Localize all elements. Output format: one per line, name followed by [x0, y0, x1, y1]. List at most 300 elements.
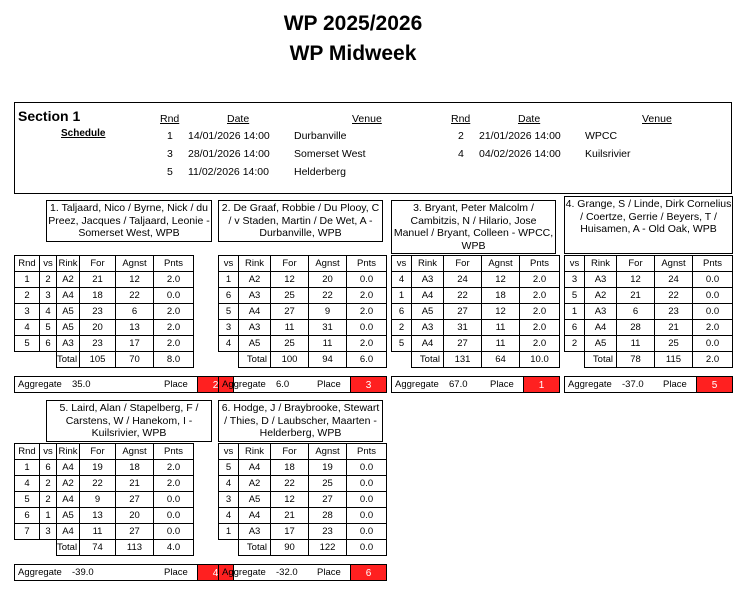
- table-cell: 27: [444, 336, 482, 352]
- table-cell: 11: [617, 336, 655, 352]
- schedule-rnd: 5: [167, 166, 173, 178]
- table-cell: 6: [40, 336, 57, 352]
- agnst-header: Agnst: [116, 444, 154, 460]
- table-cell: 11: [482, 336, 520, 352]
- blank-cell: [15, 540, 40, 556]
- table-cell: 19: [309, 460, 347, 476]
- total-cell: 2.0: [693, 352, 733, 368]
- team-name: 5. Laird, Alan / Stapelberg, F / Carstens, W / Hanekom, I - Kuilsrivier, WPB: [46, 400, 212, 442]
- table-cell: A3: [239, 320, 271, 336]
- total-cell: 64: [482, 352, 520, 368]
- table-cell: 2.0: [520, 288, 560, 304]
- table-row: [219, 320, 387, 336]
- table-cell: A4: [585, 320, 617, 336]
- table-cell: 12: [271, 272, 309, 288]
- total-cell: 74: [80, 540, 116, 556]
- table-cell: 25: [309, 476, 347, 492]
- table-row: [392, 336, 560, 352]
- pnts-header: Pnts: [347, 444, 387, 460]
- place-label: Place: [663, 379, 687, 390]
- table-cell: 3: [40, 524, 57, 540]
- results-table: [218, 255, 387, 368]
- table-cell: 22: [271, 476, 309, 492]
- schedule-rnd: 3: [167, 148, 173, 160]
- place-value: 4: [197, 564, 234, 581]
- table-cell: 2: [40, 476, 57, 492]
- for-header: For: [80, 444, 116, 460]
- pnts-header: Pnts: [347, 256, 387, 272]
- table-cell: A4: [57, 492, 80, 508]
- aggregate-row: [391, 376, 559, 393]
- table-cell: 1: [15, 272, 40, 288]
- aggregate-label: Aggregate: [18, 379, 62, 390]
- rnd-header-left: Rnd: [160, 113, 180, 125]
- table-cell: 3: [565, 272, 585, 288]
- schedule-date: 14/01/2026 14:00: [188, 130, 270, 142]
- for-header: For: [80, 256, 116, 272]
- schedule-venue: WPCC: [585, 130, 618, 142]
- team-name: 1. Taljaard, Nico / Byrne, Nick / du Preez, Jacques / Taljaard, Leonie - Somerset West, WPB: [46, 200, 212, 242]
- table-cell: 13: [116, 320, 154, 336]
- aggregate-label: Aggregate: [395, 379, 439, 390]
- table-cell: 27: [309, 492, 347, 508]
- table-row: [392, 272, 560, 288]
- table-row: [565, 320, 733, 336]
- rnd-header-right: Rnd: [451, 113, 471, 125]
- total-label: Total: [239, 540, 271, 556]
- table-cell: 1: [219, 272, 239, 288]
- table-cell: 18: [116, 460, 154, 476]
- table-cell: A4: [239, 508, 271, 524]
- table-cell: 31: [309, 320, 347, 336]
- vs-header: vs: [219, 256, 239, 272]
- total-label: Total: [585, 352, 617, 368]
- table-row: [15, 336, 234, 352]
- table-cell: 17: [116, 336, 154, 352]
- table-cell: 2.0: [154, 320, 194, 336]
- results-table: [14, 443, 234, 556]
- table-cell: 5: [219, 304, 239, 320]
- rink-header: Rink: [585, 256, 617, 272]
- table-cell: 2: [565, 336, 585, 352]
- table-cell: 0.0: [154, 524, 194, 540]
- table-row: [219, 288, 387, 304]
- total-row: [219, 540, 387, 556]
- table-cell: 5: [392, 336, 412, 352]
- schedule-date: 21/01/2026 14:00: [479, 130, 561, 142]
- table-cell: 0.0: [693, 272, 733, 288]
- table-cell: A4: [57, 524, 80, 540]
- for-header: For: [617, 256, 655, 272]
- schedule-venue: Helderberg: [294, 166, 346, 178]
- pnts-header: Pnts: [693, 256, 733, 272]
- table-cell: 23: [80, 304, 116, 320]
- place-label: Place: [490, 379, 514, 390]
- table-cell: A5: [585, 336, 617, 352]
- table-cell: 12: [482, 272, 520, 288]
- agnst-header: Agnst: [309, 444, 347, 460]
- table-cell: 11: [80, 524, 116, 540]
- table-cell: 23: [80, 336, 116, 352]
- schedule-date: 28/01/2026 14:00: [188, 148, 270, 160]
- place-value: 6: [350, 564, 387, 581]
- table-cell: 21: [655, 320, 693, 336]
- table-row: [392, 320, 560, 336]
- total-row: [565, 352, 733, 368]
- table-cell: 24: [655, 272, 693, 288]
- team-name: 4. Grange, S / Linde, Dirk Cornelius / Coertze, Gerrie / Beyers, T / Huisamen, A - Old Oak, WPB: [564, 196, 733, 254]
- table-row: [15, 320, 234, 336]
- table-cell: 11: [482, 320, 520, 336]
- table-cell: 0.0: [154, 508, 194, 524]
- agnst-header: Agnst: [655, 256, 693, 272]
- table-cell: 6: [219, 288, 239, 304]
- table-cell: 2.0: [347, 304, 387, 320]
- place-label: Place: [317, 379, 341, 390]
- aggregate-label: Aggregate: [222, 379, 266, 390]
- table-cell: 0.0: [154, 492, 194, 508]
- place-label: Place: [164, 379, 188, 390]
- aggregate-value: -32.0: [276, 567, 298, 578]
- table-cell: 18: [271, 460, 309, 476]
- table-cell: 11: [271, 320, 309, 336]
- table-cell: 20: [309, 272, 347, 288]
- table-cell: 2: [392, 320, 412, 336]
- table-cell: 0.0: [347, 476, 387, 492]
- total-cell: 90: [271, 540, 309, 556]
- table-cell: A2: [239, 272, 271, 288]
- table-cell: 23: [655, 304, 693, 320]
- table-cell: 2.0: [154, 336, 194, 352]
- table-cell: 1: [15, 460, 40, 476]
- table-row: [219, 336, 387, 352]
- table-row: [219, 460, 387, 476]
- table-row: [15, 508, 234, 524]
- table-cell: 25: [271, 336, 309, 352]
- pnts-header: Pnts: [154, 444, 194, 460]
- total-cell: 115: [655, 352, 693, 368]
- aggregate-value: -37.0: [622, 379, 644, 390]
- results-table: [14, 255, 234, 368]
- team-name: 2. De Graaf, Robbie / Du Plooy, C / v Staden, Martin / De Wet, A - Durbanville, WPB: [218, 200, 383, 242]
- table-cell: 22: [80, 476, 116, 492]
- rink-header: Rink: [412, 256, 444, 272]
- table-cell: A3: [585, 272, 617, 288]
- table-cell: A4: [239, 460, 271, 476]
- table-cell: 27: [444, 304, 482, 320]
- table-cell: 27: [116, 492, 154, 508]
- table-cell: A3: [412, 320, 444, 336]
- table-cell: 17: [271, 524, 309, 540]
- blank-cell: [15, 352, 40, 368]
- total-row: [392, 352, 560, 368]
- table-cell: 3: [15, 304, 40, 320]
- table-cell: 0.0: [347, 524, 387, 540]
- table-cell: A5: [57, 304, 80, 320]
- table-cell: 4: [392, 272, 412, 288]
- total-cell: 113: [116, 540, 154, 556]
- total-cell: 78: [617, 352, 655, 368]
- table-cell: 7: [15, 524, 40, 540]
- team-name: 3. Bryant, Peter Malcolm / Cambitzis, N / Hilario, Jose Manuel / Bryant, Colleen - WPCC, WPB: [391, 200, 556, 254]
- place-label: Place: [164, 567, 188, 578]
- table-cell: 1: [392, 288, 412, 304]
- total-label: Total: [412, 352, 444, 368]
- table-cell: 12: [482, 304, 520, 320]
- venue-header-right: Venue: [642, 113, 672, 125]
- blank-cell: [40, 352, 57, 368]
- schedule-venue: Durbanville: [294, 130, 347, 142]
- total-row: [219, 352, 387, 368]
- aggregate-row: [564, 376, 732, 393]
- table-cell: 0.0: [693, 304, 733, 320]
- agnst-header: Agnst: [482, 256, 520, 272]
- table-cell: 2.0: [347, 288, 387, 304]
- table-row: [15, 492, 234, 508]
- table-row: [15, 304, 234, 320]
- table-cell: 2.0: [693, 320, 733, 336]
- table-cell: 1: [219, 524, 239, 540]
- aggregate-value: 67.0: [449, 379, 468, 390]
- table-cell: A2: [585, 288, 617, 304]
- blank-cell: [219, 540, 239, 556]
- table-header-row: [219, 444, 387, 460]
- table-row: [219, 508, 387, 524]
- team-name: 6. Hodge, J / Braybrooke, Stewart / Thies, D / Laubscher, Maarten - Helderberg, WPB: [218, 400, 383, 442]
- schedule-label: Schedule: [61, 128, 106, 139]
- table-cell: A5: [239, 492, 271, 508]
- table-header-row: [392, 256, 560, 272]
- total-cell: 105: [80, 352, 116, 368]
- table-row: [15, 524, 234, 540]
- table-cell: A4: [57, 460, 80, 476]
- table-cell: 12: [617, 272, 655, 288]
- table-cell: 24: [444, 272, 482, 288]
- table-cell: A5: [57, 320, 80, 336]
- schedule-box: [14, 102, 732, 194]
- total-row: [15, 540, 234, 556]
- table-cell: 5: [40, 320, 57, 336]
- table-cell: 4: [15, 320, 40, 336]
- table-row: [219, 492, 387, 508]
- table-cell: A5: [239, 336, 271, 352]
- table-cell: 9: [309, 304, 347, 320]
- table-cell: 4: [219, 336, 239, 352]
- date-header-right: Date: [518, 113, 541, 125]
- place-label: Place: [317, 567, 341, 578]
- aggregate-label: Aggregate: [222, 567, 266, 578]
- table-cell: 6: [392, 304, 412, 320]
- schedule-venue: Somerset West: [294, 148, 366, 160]
- table-cell: 27: [271, 304, 309, 320]
- table-cell: A3: [412, 272, 444, 288]
- total-label: Total: [239, 352, 271, 368]
- table-row: [565, 304, 733, 320]
- table-cell: 3: [219, 320, 239, 336]
- table-cell: A2: [57, 476, 80, 492]
- results-table: [218, 443, 387, 556]
- table-cell: 20: [80, 320, 116, 336]
- rink-header: Rink: [239, 256, 271, 272]
- table-cell: 1: [40, 508, 57, 524]
- vs-header: vs: [219, 444, 239, 460]
- table-cell: A3: [57, 336, 80, 352]
- total-cell: 122: [309, 540, 347, 556]
- table-row: [565, 272, 733, 288]
- table-cell: 22: [444, 288, 482, 304]
- place-value: 3: [350, 376, 387, 393]
- pnts-header: Pnts: [154, 256, 194, 272]
- table-cell: 28: [617, 320, 655, 336]
- aggregate-row: [218, 564, 386, 581]
- table-cell: A5: [57, 508, 80, 524]
- table-cell: 21: [271, 508, 309, 524]
- table-cell: 4: [40, 304, 57, 320]
- schedule-rnd: 4: [458, 148, 464, 160]
- table-cell: 6: [40, 460, 57, 476]
- table-header-row: [565, 256, 733, 272]
- aggregate-row: [14, 376, 233, 393]
- for-header: For: [271, 256, 309, 272]
- schedule-date: 04/02/2026 14:00: [479, 148, 561, 160]
- total-label: Total: [57, 352, 80, 368]
- table-cell: 2: [40, 492, 57, 508]
- aggregate-label: Aggregate: [568, 379, 612, 390]
- table-header-row: [15, 256, 234, 272]
- table-cell: 31: [444, 320, 482, 336]
- table-cell: 2.0: [520, 304, 560, 320]
- table-header-row: [15, 444, 234, 460]
- table-cell: 2.0: [520, 336, 560, 352]
- table-cell: A2: [239, 476, 271, 492]
- table-cell: 2.0: [347, 336, 387, 352]
- schedule-venue: Kuilsrivier: [585, 148, 631, 160]
- total-cell: 8.0: [154, 352, 194, 368]
- aggregate-value: 35.0: [72, 379, 91, 390]
- table-row: [15, 460, 234, 476]
- table-cell: 5: [219, 460, 239, 476]
- table-row: [15, 476, 234, 492]
- table-cell: 1: [565, 304, 585, 320]
- rink-header: Rink: [57, 444, 80, 460]
- table-cell: A4: [412, 288, 444, 304]
- total-cell: 94: [309, 352, 347, 368]
- table-cell: 18: [482, 288, 520, 304]
- blank-cell: [565, 352, 585, 368]
- table-cell: 11: [309, 336, 347, 352]
- table-cell: 0.0: [154, 288, 194, 304]
- venue-header-left: Venue: [352, 113, 382, 125]
- rink-header: Rink: [239, 444, 271, 460]
- table-cell: 20: [116, 508, 154, 524]
- table-cell: 12: [271, 492, 309, 508]
- table-cell: 18: [80, 288, 116, 304]
- table-cell: 23: [309, 524, 347, 540]
- vs-header: vs: [565, 256, 585, 272]
- page-title: WP 2025/2026: [283, 12, 423, 35]
- table-cell: 0.0: [693, 336, 733, 352]
- table-cell: 22: [309, 288, 347, 304]
- agnst-header: Agnst: [309, 256, 347, 272]
- table-row: [15, 288, 234, 304]
- section-title: Section 1: [18, 108, 81, 124]
- table-cell: 2.0: [154, 476, 194, 492]
- aggregate-label: Aggregate: [18, 567, 62, 578]
- table-cell: 22: [655, 288, 693, 304]
- place-value: 2: [197, 376, 234, 393]
- date-header-left: Date: [227, 113, 250, 125]
- rink-header: Rink: [57, 256, 80, 272]
- total-cell: 131: [444, 352, 482, 368]
- table-cell: A4: [412, 336, 444, 352]
- table-cell: 6: [565, 320, 585, 336]
- table-cell: 19: [80, 460, 116, 476]
- table-cell: 25: [271, 288, 309, 304]
- table-cell: 5: [565, 288, 585, 304]
- table-cell: 2: [40, 272, 57, 288]
- table-cell: 21: [617, 288, 655, 304]
- table-cell: 6: [15, 508, 40, 524]
- table-cell: A4: [239, 304, 271, 320]
- table-cell: 2.0: [154, 272, 194, 288]
- table-row: [219, 272, 387, 288]
- table-row: [219, 304, 387, 320]
- blank-cell: [392, 352, 412, 368]
- table-row: [219, 524, 387, 540]
- table-cell: 0.0: [347, 320, 387, 336]
- table-cell: 2.0: [154, 460, 194, 476]
- table-cell: 21: [116, 476, 154, 492]
- for-header: For: [444, 256, 482, 272]
- table-cell: 2.0: [520, 272, 560, 288]
- table-cell: 0.0: [347, 492, 387, 508]
- table-cell: 21: [80, 272, 116, 288]
- blank-cell: [40, 540, 57, 556]
- table-cell: 13: [80, 508, 116, 524]
- total-cell: 10.0: [520, 352, 560, 368]
- table-cell: 2.0: [154, 304, 194, 320]
- total-cell: 4.0: [154, 540, 194, 556]
- table-cell: 12: [116, 272, 154, 288]
- table-cell: 4: [219, 508, 239, 524]
- table-cell: 2: [15, 288, 40, 304]
- table-cell: 4: [15, 476, 40, 492]
- aggregate-value: 6.0: [276, 379, 290, 390]
- agnst-header: Agnst: [116, 256, 154, 272]
- table-row: [392, 304, 560, 320]
- table-cell: 6: [617, 304, 655, 320]
- table-row: [392, 288, 560, 304]
- table-cell: A5: [412, 304, 444, 320]
- table-header-row: [219, 256, 387, 272]
- table-row: [565, 288, 733, 304]
- table-cell: 0.0: [347, 272, 387, 288]
- table-cell: 28: [309, 508, 347, 524]
- rnd-header: Rnd: [15, 444, 40, 460]
- table-cell: 5: [15, 336, 40, 352]
- for-header: For: [271, 444, 309, 460]
- table-cell: 5: [15, 492, 40, 508]
- table-cell: 9: [80, 492, 116, 508]
- vs-header: vs: [40, 444, 57, 460]
- schedule-rnd: 2: [458, 130, 464, 142]
- table-row: [15, 272, 234, 288]
- total-cell: 70: [116, 352, 154, 368]
- rnd-header: Rnd: [15, 256, 40, 272]
- table-row: [565, 336, 733, 352]
- table-cell: 4: [219, 476, 239, 492]
- blank-cell: [219, 352, 239, 368]
